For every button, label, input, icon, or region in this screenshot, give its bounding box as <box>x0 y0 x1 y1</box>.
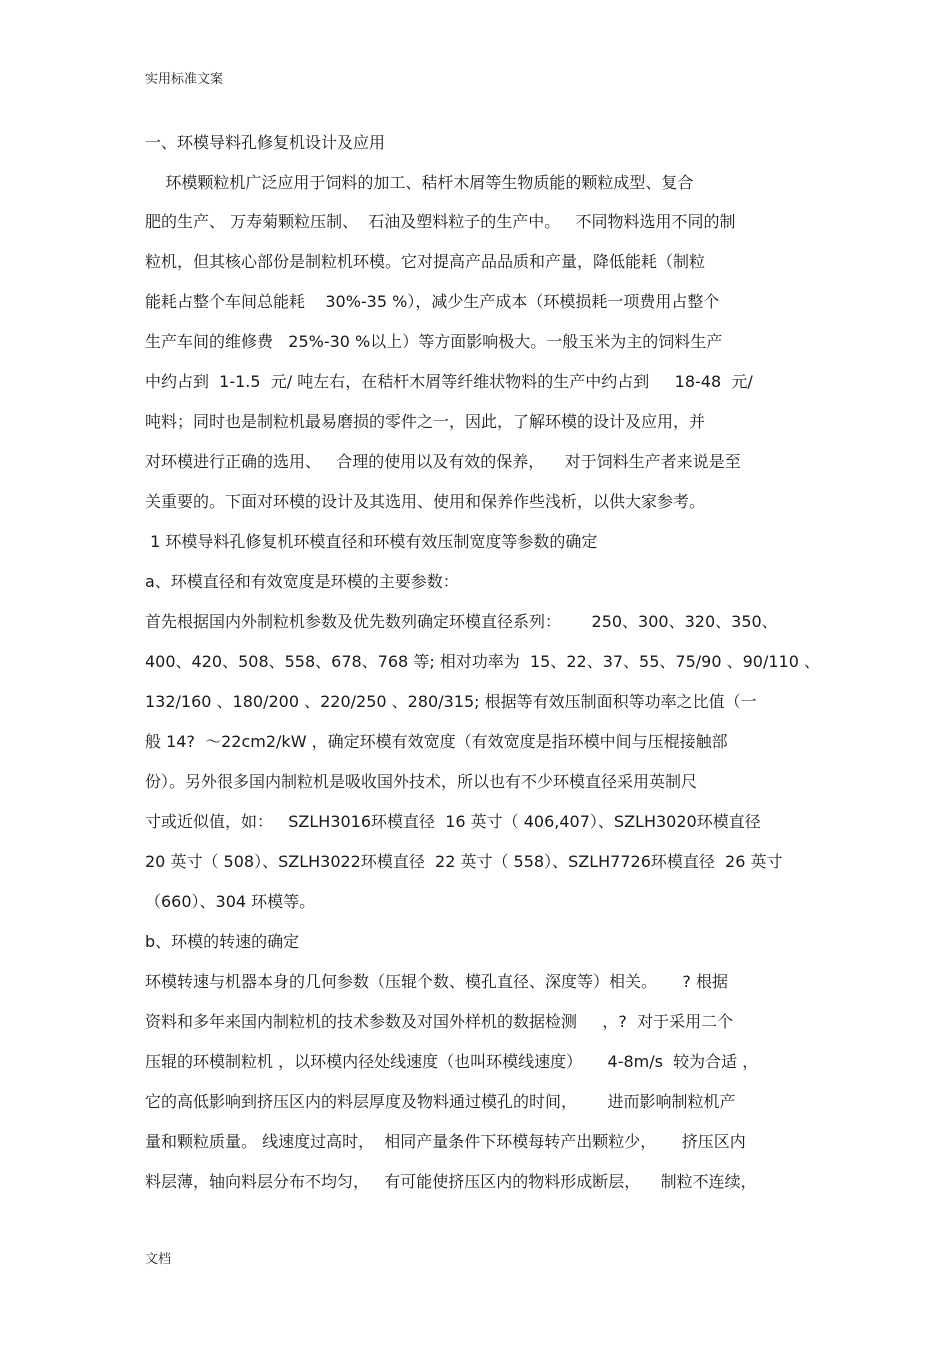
paragraph-line: 400、420、508、558、678、768 等; 相对功率为 15、22、37、55、75/90 、90/110 、 <box>145 652 820 671</box>
paragraph-line: （660）、304 环模等。 <box>145 892 316 911</box>
paragraph-line: 粒机，但其核心部份是制粒机环模。它对提高产品品质和产量，降低能耗（制粒 <box>145 252 706 271</box>
paragraph-line: 132/160 、180/200 、220/250 、280/315; 根据等有效压制面积等功率之比值（一 <box>145 692 757 711</box>
paragraph-line: 资料和多年来国内制粒机的技术参数及对国外样机的数据检测 ，? 对于采用二个 <box>145 1012 734 1031</box>
subsection-heading: b、环模的转速的确定 <box>145 932 300 951</box>
paragraph-line: 能耗占整个车间总能耗 30%-35 %），减少生产成本（环模损耗一项费用占整个 <box>145 292 720 311</box>
paragraph-line: 关重要的。下面对环模的设计及其选用、使用和保养作些浅析，以供大家参考。 <box>145 492 706 511</box>
section-heading: 一、环模导料孔修复机设计及应用 <box>145 133 386 152</box>
paragraph-line: 份）。另外很多国内制粒机是吸收国外技术，所以也有不少环模直径采用英制尺 <box>145 772 698 791</box>
paragraph-line: 寸或近似值，如： SZLH3016环模直径 16 英寸（ 406,407）、SZLH3020环模直径 <box>145 812 761 831</box>
paragraph-line: 首先根据国内外制粒机参数及优先数列确定环模直径系列： 250、300、320、350、 <box>145 612 778 631</box>
paragraph-line: 它的高低影响到挤压区内的料层厚度及物料通过模孔的时间， 进而影响制粒机产 <box>145 1092 736 1111</box>
page-header: 实用标准文案 <box>145 72 224 87</box>
paragraph-line: 生产车间的维修费 25%-30 %以上）等方面影响极大。一般玉米为主的饲料生产 <box>145 332 723 351</box>
paragraph-line: 料层薄，轴向料层分布不均匀， 有可能使挤压区内的物料形成断层， 制粒不连续， <box>145 1172 757 1191</box>
page-footer: 文档 <box>145 1252 172 1267</box>
paragraph-line: 中约占到 1-1.5 元/ 吨左右，在秸杆木屑等纤维状物料的生产中约占到 18-48 元/ <box>145 372 753 391</box>
paragraph-line: 对环模进行正确的选用、 合理的使用以及有效的保养， 对于饲料生产者来说是至 <box>145 452 741 471</box>
paragraph-line: 环模转速与机器本身的几何参数（压辊个数、模孔直径、深度等）相关。 ? 根据 <box>145 972 729 991</box>
paragraph-line: 量和颗粒质量。 线速度过高时， 相同产量条件下环模每转产出颗粒少， 挤压区内 <box>145 1132 746 1151</box>
paragraph-line: 20 英寸（ 508）、SZLH3022环模直径 22 英寸（ 558）、SZLH7726环模直径 26 英寸 <box>145 852 783 871</box>
subsection-heading: a、环模直径和有效宽度是环模的主要参数： <box>145 572 459 591</box>
paragraph-line: 般 14? ～22cm2/kW ，确定环模有效宽度（有效宽度是指环模中间与压棍接触部 <box>145 732 728 751</box>
paragraph-line: 肥的生产、 万寿菊颗粒压制、 石油及塑料粒子的生产中。 不同物料选用不同的制 <box>145 212 736 231</box>
paragraph-line: 环模颗粒机广泛应用于饲料的加工、秸杆木屑等生物质能的颗粒成型、复合 <box>145 173 694 192</box>
subsection-heading: 1 环模导料孔修复机环模直径和环模有效压制宽度等参数的确定 <box>145 532 598 551</box>
paragraph-line: 吨料；同时也是制粒机最易磨损的零件之一，因此，了解环模的设计及应用，并 <box>145 412 706 431</box>
paragraph-line: 压辊的环模制粒机 ，以环模内径处线速度（也叫环模线速度） 4-8m/s 较为合适 ， <box>145 1052 759 1071</box>
